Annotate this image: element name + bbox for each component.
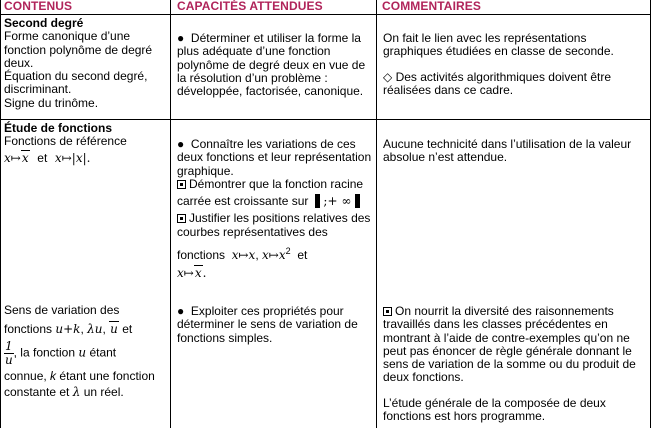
- text-line: la résolution d’un problème :: [177, 70, 328, 85]
- reference-functions: x↦x et x↦|x|.: [4, 150, 91, 165]
- text-line: On fait le lien avec les représentations: [383, 31, 587, 45]
- math-var: λ: [72, 384, 81, 399]
- text-line: fonctions: [4, 322, 53, 337]
- text-line: plus adéquate d’une fonction: [177, 44, 331, 59]
- text-et: et: [297, 248, 308, 263]
- text-line: polynôme de degré deux en vue de: [177, 57, 366, 72]
- row2-contenus: [4, 122, 168, 165]
- text-line: développée, factorisée, canonique.: [177, 84, 364, 99]
- maps-to: ↦: [10, 150, 21, 165]
- bullet-icon: ●: [177, 304, 185, 318]
- maps-to: ↦: [183, 266, 194, 281]
- math-var: x: [278, 248, 286, 263]
- math-var: u: [55, 322, 64, 337]
- math-var: k: [73, 322, 81, 337]
- sqrt-expr: u: [110, 322, 118, 337]
- text-line: connue,: [4, 368, 47, 383]
- header-commentaires: COMMENTAIRES: [382, 0, 481, 13]
- text-line: On nourrit la diversité des raisonnements: [395, 304, 614, 318]
- text-line: graphiques étudiées en classe de seconde.: [383, 44, 614, 59]
- text-et: et: [122, 322, 133, 337]
- grid-left: [0, 0, 1, 428]
- row2-capacites: ● Connaître les variations de ces deux fonctions et leur représentation graphique. Démontrer que la fonction racine carrée est croissante sur ;+ ∞ Justifier les positions relatives des courbes représentatives des fonctions x↦x, $x↦x^2$ et x↦x.: [177, 137, 372, 281]
- row3-commentaires: [383, 305, 647, 423]
- text-line: étant une fonction: [59, 368, 155, 383]
- text-line: carrée est croissante sur: [177, 194, 309, 209]
- bullet-icon: ●: [177, 137, 185, 151]
- text-line: Connaître les variations de ces: [190, 137, 356, 151]
- text-line: discriminant.: [4, 82, 72, 97]
- fraction: [4, 340, 14, 367]
- sqrt-expr: x: [194, 266, 202, 281]
- text-line: Démontrer que la fonction racine: [189, 176, 364, 191]
- text-line: graphique.: [177, 163, 234, 178]
- interval-text: ;+ ∞: [323, 194, 352, 209]
- text-line: montrant à l’aide de contre-exemples qu’on ne: [383, 330, 630, 345]
- header-capacites: CAPACITÉS ATTENDUES: [177, 0, 323, 13]
- text-line: Sens de variation des: [4, 303, 120, 317]
- grid-header-bottom: [0, 14, 651, 15]
- checkbox-icon: [177, 214, 186, 223]
- row1-commentaires: [383, 32, 647, 97]
- text-line: Forme canonique d’une: [4, 29, 131, 44]
- maps-to: ↦: [238, 248, 249, 263]
- text-line: Aucune technicité dans l’utilisation de la valeur: [383, 137, 632, 151]
- checkbox-icon: [177, 180, 186, 189]
- text-line: étant: [89, 345, 117, 360]
- text-line: Des activités algorithmiques doivent être: [395, 69, 612, 84]
- text-line: absolue n’est attendue.: [383, 150, 508, 165]
- text-line: deux fonctions et leur représentation: [177, 150, 372, 165]
- interval-bracket: [355, 194, 360, 208]
- exponent: 2: [285, 246, 291, 257]
- row3-capacites: [177, 305, 373, 345]
- math-var: x: [248, 248, 256, 263]
- denominator: u: [4, 352, 13, 367]
- text-line: Équation du second degré,: [4, 69, 148, 84]
- text-line: sens de variation de la somme ou du produit de: [383, 357, 636, 372]
- grid-col1: [170, 0, 171, 428]
- text-line: fonction polynôme de degré: [4, 42, 153, 57]
- math-var: u: [78, 345, 87, 360]
- checkbox-icon: [383, 307, 392, 316]
- math-var: λ: [87, 322, 95, 337]
- abs-expr: x: [75, 150, 83, 165]
- text-line: L’étude générale de la composée de deux: [383, 395, 606, 410]
- maps-to: ↦: [61, 150, 72, 165]
- math-var: x: [4, 150, 11, 165]
- text-line: constante et: [4, 384, 70, 399]
- text-line: Exploiter ces propriétés pour: [190, 304, 344, 318]
- interval-bracket: [315, 194, 320, 208]
- text-line: courbes représentatives des: [177, 224, 328, 239]
- math-var: x: [177, 266, 184, 281]
- text-et: et: [37, 150, 48, 165]
- text-line: un réel.: [83, 384, 124, 399]
- sqrt-expr: x: [21, 150, 29, 165]
- row1-capacites: [177, 32, 373, 98]
- text-line: Signe du trinôme.: [4, 95, 99, 110]
- text-line: , la fonction: [13, 345, 76, 360]
- header-contenus: CONTENUS: [4, 0, 73, 13]
- row1-contenus: [4, 17, 168, 110]
- section-title: Second degré: [4, 16, 84, 30]
- text-line: deux.: [4, 55, 34, 70]
- text-line: travaillés dans les classes précédentes en: [383, 317, 608, 332]
- numerator: 1: [5, 338, 13, 353]
- section-title: Étude de fonctions: [4, 121, 112, 135]
- math-var: x: [54, 150, 62, 165]
- row2-commentaires: [383, 138, 647, 165]
- math-var: u: [94, 322, 103, 337]
- bullet-icon: ●: [177, 31, 185, 45]
- math-var: x: [231, 248, 239, 263]
- row3-contenus: Sens de variation des fonctions u+k, λu, u et $\frac{1}{u}$ , la fonction u étant connue, k étant une fonction constante et λ un réel.: [4, 304, 168, 399]
- text-line: Déterminer et utiliser la forme la: [190, 31, 361, 45]
- text-line: déterminer le sens de variation de: [177, 317, 358, 332]
- diamond-icon: ◇: [383, 69, 393, 84]
- text-line: fonctions: [177, 248, 226, 263]
- plus-sign: +: [63, 322, 74, 337]
- math-var: k: [50, 368, 57, 383]
- text-line: fonctions simples.: [177, 330, 273, 345]
- text-line: peut pas énoncer de règle générale donnant le: [383, 343, 632, 358]
- grid-col2: [376, 0, 377, 428]
- text-line: deux fonctions.: [383, 370, 464, 385]
- text-line: réalisées dans ce cadre.: [383, 82, 514, 97]
- text-line: Justifier les positions relatives des: [189, 211, 371, 226]
- maps-to: ↦: [268, 248, 279, 263]
- text-line: fonctions est hors programme.: [383, 409, 546, 424]
- grid-row1-bottom: [0, 119, 651, 120]
- text-line: Fonctions de référence: [4, 134, 127, 149]
- math-var: x: [262, 248, 269, 263]
- period: .: [86, 150, 91, 165]
- period: .: [202, 266, 207, 281]
